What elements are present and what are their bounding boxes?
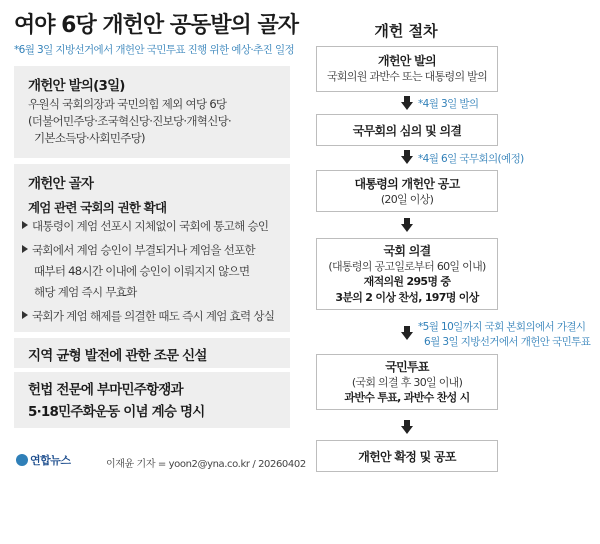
- step-assembly-vote: [316, 238, 498, 310]
- step-title: 국무회의 심의 및 의결: [352, 124, 462, 138]
- preamble-panel: [14, 372, 290, 428]
- step-title: 개헌안 확정 및 공포: [358, 450, 456, 464]
- preamble-line-1: 헌법 전문에 부마민주항쟁과: [28, 382, 183, 398]
- step-referendum: [316, 354, 498, 410]
- down-arrow-icon: [401, 420, 413, 434]
- step-detail: (대통령의 공고일로부터 60일 이내): [328, 260, 486, 273]
- step-proposal: [316, 46, 498, 92]
- step-announcement: [316, 170, 498, 212]
- step-cabinet: [316, 114, 498, 146]
- gist-bullet-3: 국회가 계엄 해제를 의결한 때도 즉시 계엄 효력 상실: [22, 308, 274, 325]
- subtitle: *6월 3일 지방선거에서 개헌안 국민투표 진행 위한 예상·추진 일정: [14, 44, 295, 56]
- yonhap-logo-icon: [16, 454, 28, 466]
- step-requirement: 과반수 투표, 과반수 찬성 시: [344, 391, 470, 404]
- proposal-line-3: 기본소득당·사회민주당): [34, 131, 145, 145]
- gist-panel: [14, 164, 290, 332]
- down-arrow-icon: [401, 326, 413, 340]
- procedure-title: 개헌 절차: [374, 22, 438, 40]
- preamble-line-2: 5·18민주화운동 이념 계승 명시: [28, 404, 205, 420]
- step-title: 국민투표: [385, 360, 429, 374]
- step-detail: 국회의원 과반수 또는 대통령의 발의: [326, 70, 488, 83]
- down-arrow-icon: [401, 218, 413, 232]
- gist-bullet-2: 국회에서 계엄 승인이 부결되거나 계엄을 선포한 때부터 48시간 이내에 승인이 이뤄지지 않으면 해당 계엄 즉시 무효화: [22, 242, 255, 301]
- gist-subheading: 계엄 관련 국회의 권한 확대: [28, 200, 167, 215]
- step-detail: (20일 이상): [380, 193, 434, 206]
- step-title: 국회 의결: [383, 244, 431, 258]
- triangle-bullet-icon: [22, 311, 28, 319]
- note-vote-deadline: *5월 10일까지 국회 본회의에서 가결시: [418, 321, 586, 333]
- step-requirement-2: 3분의 2 이상 찬성, 197명 이상: [335, 291, 479, 304]
- step-title: 개헌안 발의: [378, 54, 436, 68]
- triangle-bullet-icon: [22, 221, 28, 229]
- proposal-line-2: (더불어민주당·조국혁신당·진보당·개혁신당·: [28, 114, 231, 128]
- gist-bullet-1: 대통령이 계엄 선포시 지체없이 국회에 통고해 승인: [22, 218, 268, 235]
- page-title: 여야 6당 개헌안 공동발의 골자: [14, 13, 298, 38]
- step-detail: (국회 의결 후 30일 이내): [351, 376, 463, 389]
- down-arrow-icon: [401, 96, 413, 110]
- step-requirement-1: 재적의원 295명 중: [363, 275, 451, 288]
- step-title: 대통령의 개헌안 공고: [354, 177, 460, 191]
- gist-heading: 개헌안 골자: [28, 176, 94, 192]
- regional-panel: [14, 338, 290, 368]
- regional-heading: 지역 균형 발전에 관한 조문 신설: [28, 348, 207, 364]
- credit-line: 이재윤 기자 = yoon2@yna.co.kr / 20260402: [106, 459, 306, 470]
- proposal-heading: 개헌안 발의(3일): [28, 78, 125, 94]
- note-cabinet-date: *4월 6일 국무회의(예정): [418, 153, 524, 165]
- proposal-line-1: 우원식 국회의장과 국민의힘 제외 여당 6당: [28, 97, 227, 111]
- proposal-panel: [14, 66, 290, 158]
- triangle-bullet-icon: [22, 245, 28, 253]
- note-proposal-date: *4월 3일 발의: [418, 98, 479, 110]
- note-referendum-date: 6월 3일 지방선거에서 개헌안 국민투표: [424, 336, 591, 348]
- yonhap-logo: 연합뉴스: [16, 452, 71, 468]
- down-arrow-icon: [401, 150, 413, 164]
- step-finalize: [316, 440, 498, 472]
